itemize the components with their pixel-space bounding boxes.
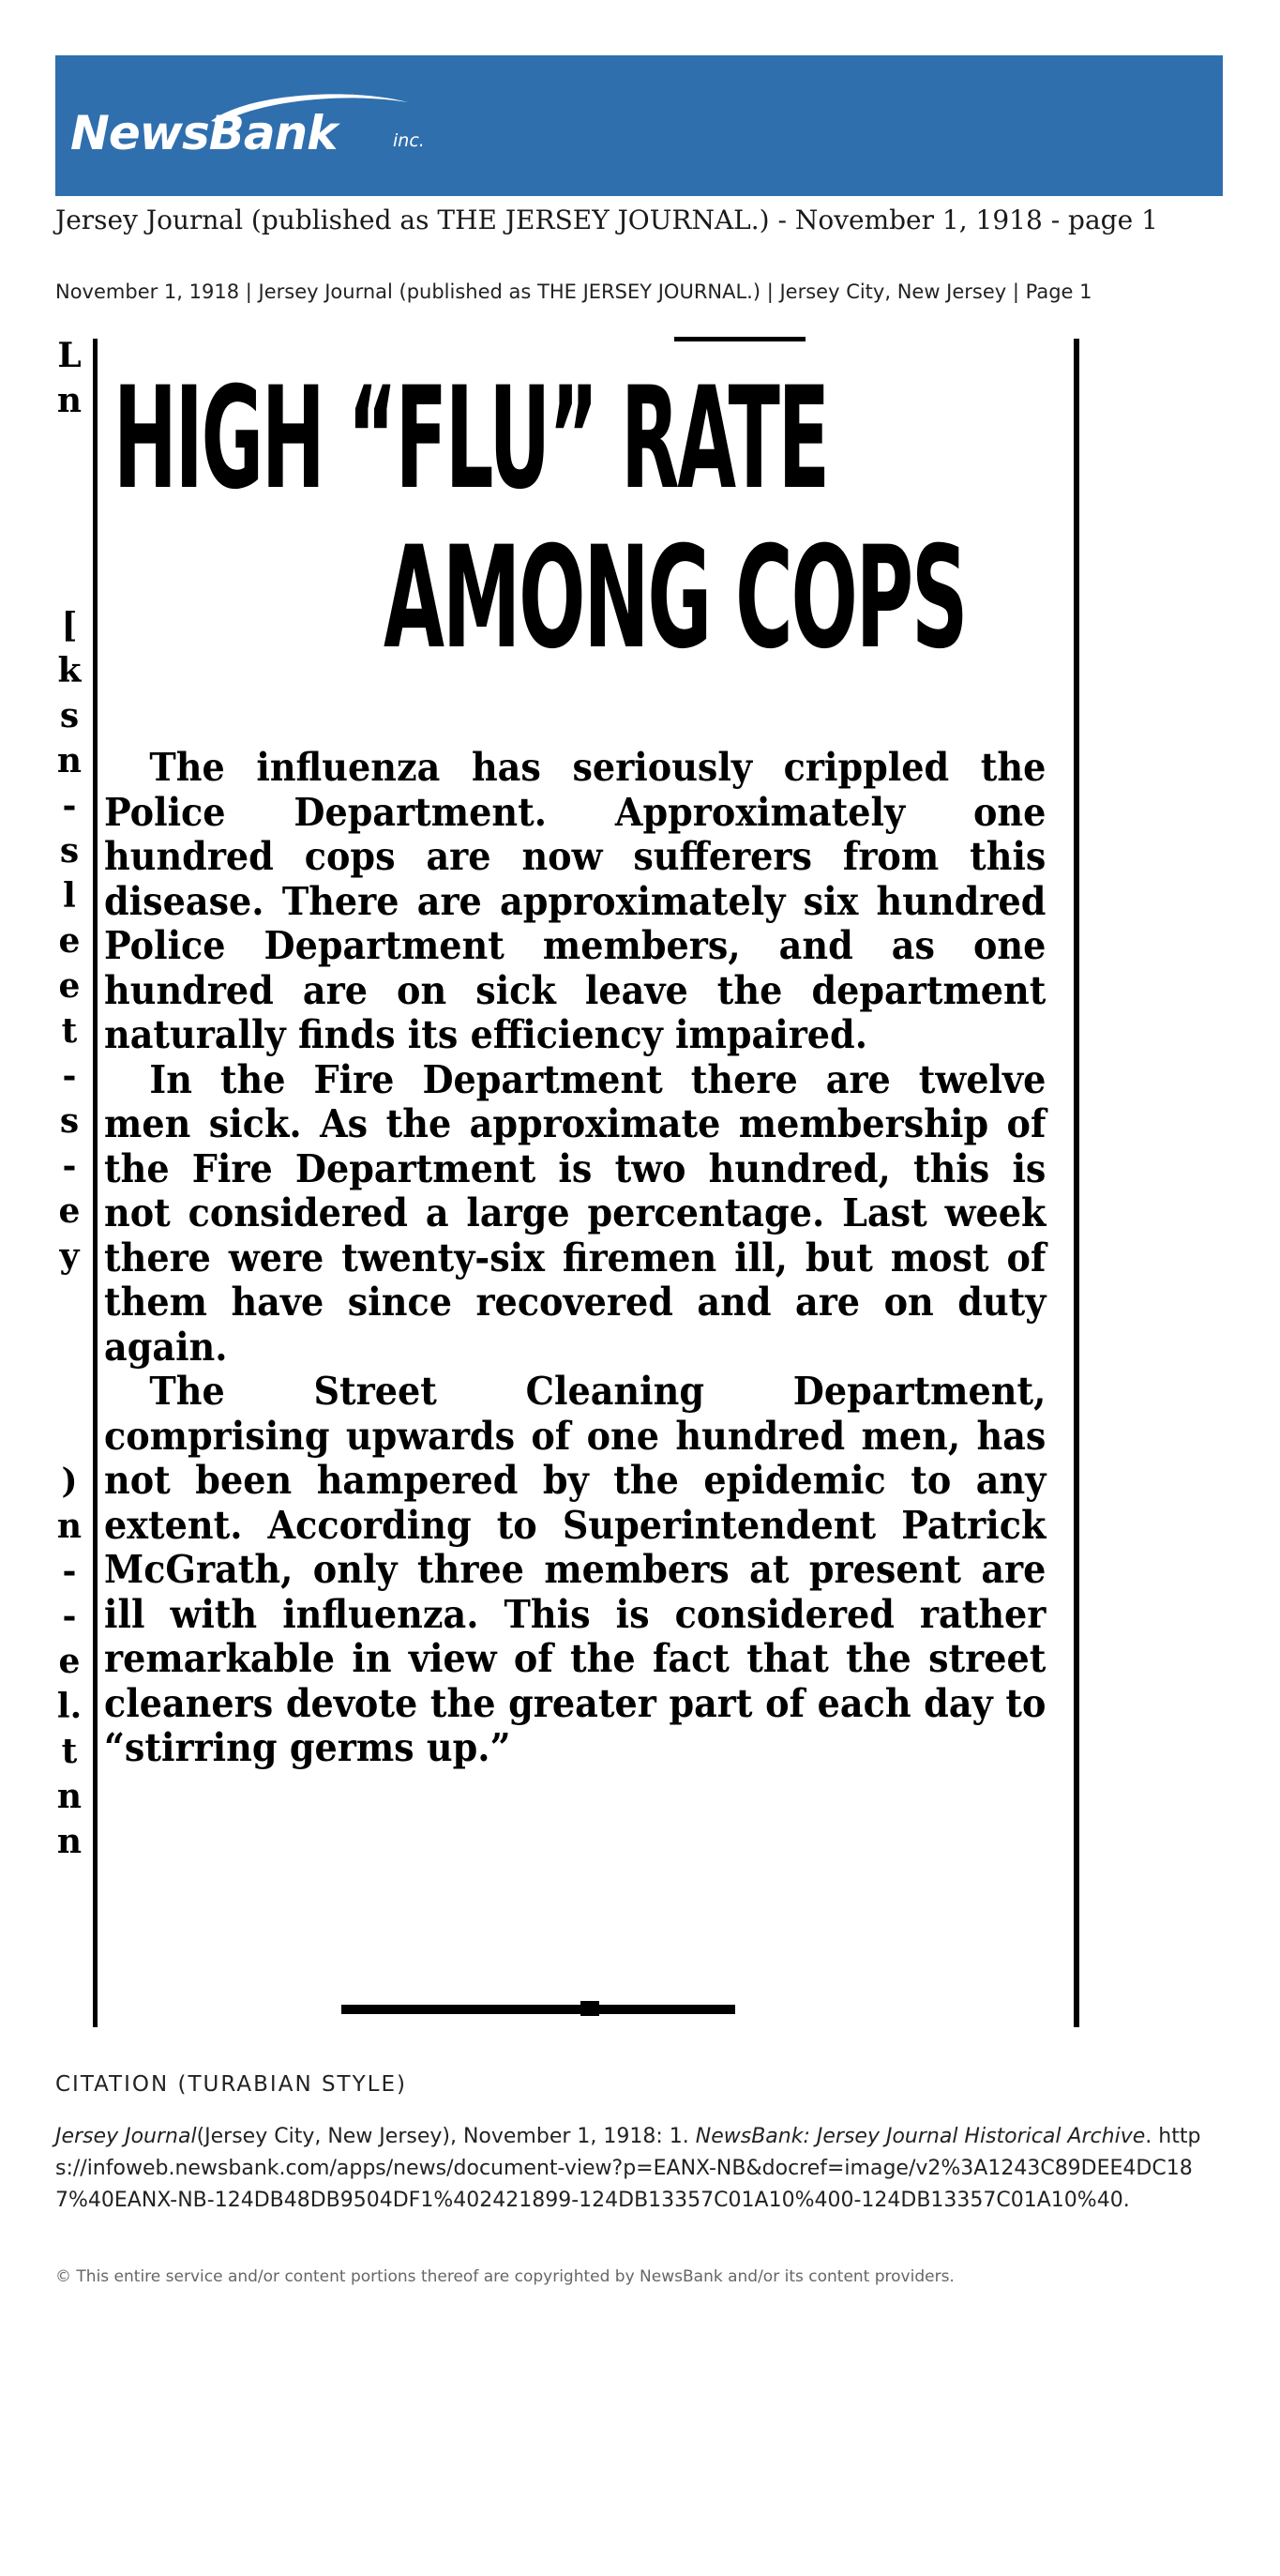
left-strip-char: e	[58, 1191, 81, 1231]
left-strip-char: -	[62, 1552, 77, 1591]
clipping-paragraph: The Street Cleaning Department, comprising upwards of one hundred men, has not been hampered by the epidemic to any extent. According to Superintendent Patrick McGrath, only three members at present are ill with influenza. This is considered rather remarkable in view of the fact that the street cleaners devote the greater part of each day to “stirring germs up.”	[104, 1369, 1047, 1770]
citation-archive-end: .	[1145, 2125, 1152, 2148]
left-strip-char	[55, 1414, 83, 1459]
logo-suffix: inc.	[393, 130, 425, 151]
left-strip-char: k	[57, 651, 82, 690]
left-strip-char	[55, 1324, 83, 1369]
citation-url[interactable]: https://infoweb.newsbank.com/apps/news/document-view?p=EANX-NB&docref=image/v2%3A1243C89DEE4DC187%40EANX-NB-124DB48DB9504DF1%402421899-124DB13357C01A10%400-124DB13357C01A10%40.	[55, 2125, 1201, 2212]
left-strip-char	[55, 1279, 83, 1324]
clipping-headline-line-1: HIGH “FLU” RATE	[113, 357, 828, 521]
left-strip-char: t	[61, 1011, 78, 1051]
left-strip-char	[55, 513, 83, 558]
left-strip-char: n	[56, 741, 83, 780]
left-strip-char	[55, 1369, 83, 1414]
left-strip-char: n	[56, 381, 83, 420]
left-column-fragment	[55, 333, 83, 1864]
left-strip-char: e	[58, 966, 81, 1006]
citation-archive: NewsBank: Jersey Journal Historical Archive	[695, 2125, 1146, 2148]
left-strip-char	[55, 423, 83, 468]
citation-source-details: (Jersey City, New Jersey), November 1, 1918: 1.	[196, 2125, 696, 2148]
left-strip-char: l	[63, 876, 76, 916]
document-title: Jersey Journal (published as THE JERSEY JOURNAL.) - November 1, 1918 - page 1	[55, 205, 1158, 235]
left-strip-char	[55, 558, 83, 603]
left-strip-char: y	[59, 1236, 80, 1276]
left-strip-char: t	[61, 1732, 78, 1771]
document-meta: November 1, 1918 | Jersey Journal (published as THE JERSEY JOURNAL.) | Jersey City, New Jersey | Page 1	[55, 280, 1092, 303]
clipping-headline-line-2: AMONG COPS	[384, 517, 967, 680]
left-strip-char: n	[56, 1777, 83, 1816]
header-bar	[55, 55, 1223, 196]
clipping-paragraph: The influenza has seriously crippled the Police Department. Approximately one hundred cops are now sufferers from this disease. There are approximately six hundred Police Department members, and as one hundred are on sick leave the department naturally finds its efficiency impaired.	[104, 745, 1047, 1057]
left-strip-char: l.	[56, 1687, 83, 1726]
left-strip-char: -	[62, 1056, 77, 1096]
left-strip-char: e	[58, 921, 81, 961]
citation-heading: CITATION (TURABIAN STYLE)	[55, 2072, 407, 2097]
left-strip-char: n	[56, 1507, 83, 1546]
left-strip-char: e	[58, 1642, 81, 1681]
citation-source: Jersey Journal	[55, 2125, 197, 2148]
left-strip-char: s	[59, 831, 80, 871]
left-strip-char: L	[57, 336, 82, 375]
left-strip-char: )	[61, 1462, 78, 1501]
left-strip-char: -	[62, 1146, 77, 1186]
left-strip-char: -	[62, 786, 77, 826]
left-strip-char	[55, 468, 83, 513]
clipping-paragraph: In the Fire Department there are twelve men sick. As the approximate membership of the Fire Department is two hundred, this is not considered a large percentage. Last week there were twenty-six firemen ill, but most of them have since recovered and are on duty again.	[104, 1056, 1047, 1370]
left-strip-char: -	[62, 1597, 77, 1636]
citation-body	[55, 2121, 1223, 2217]
newspaper-clipping	[55, 333, 1087, 2031]
clipping-body	[104, 746, 1046, 1771]
logo-text: NewsBank	[70, 106, 338, 160]
left-strip-char: s	[59, 1101, 80, 1141]
left-strip-char: s	[59, 696, 80, 735]
left-strip-char: n	[56, 1822, 83, 1861]
left-strip-char: [	[61, 606, 78, 645]
newsbank-logo[interactable]	[70, 89, 464, 174]
copyright-notice: © This entire service and/or content portions thereof are copyrighted by NewsBank and/or its content providers.	[55, 2267, 955, 2286]
